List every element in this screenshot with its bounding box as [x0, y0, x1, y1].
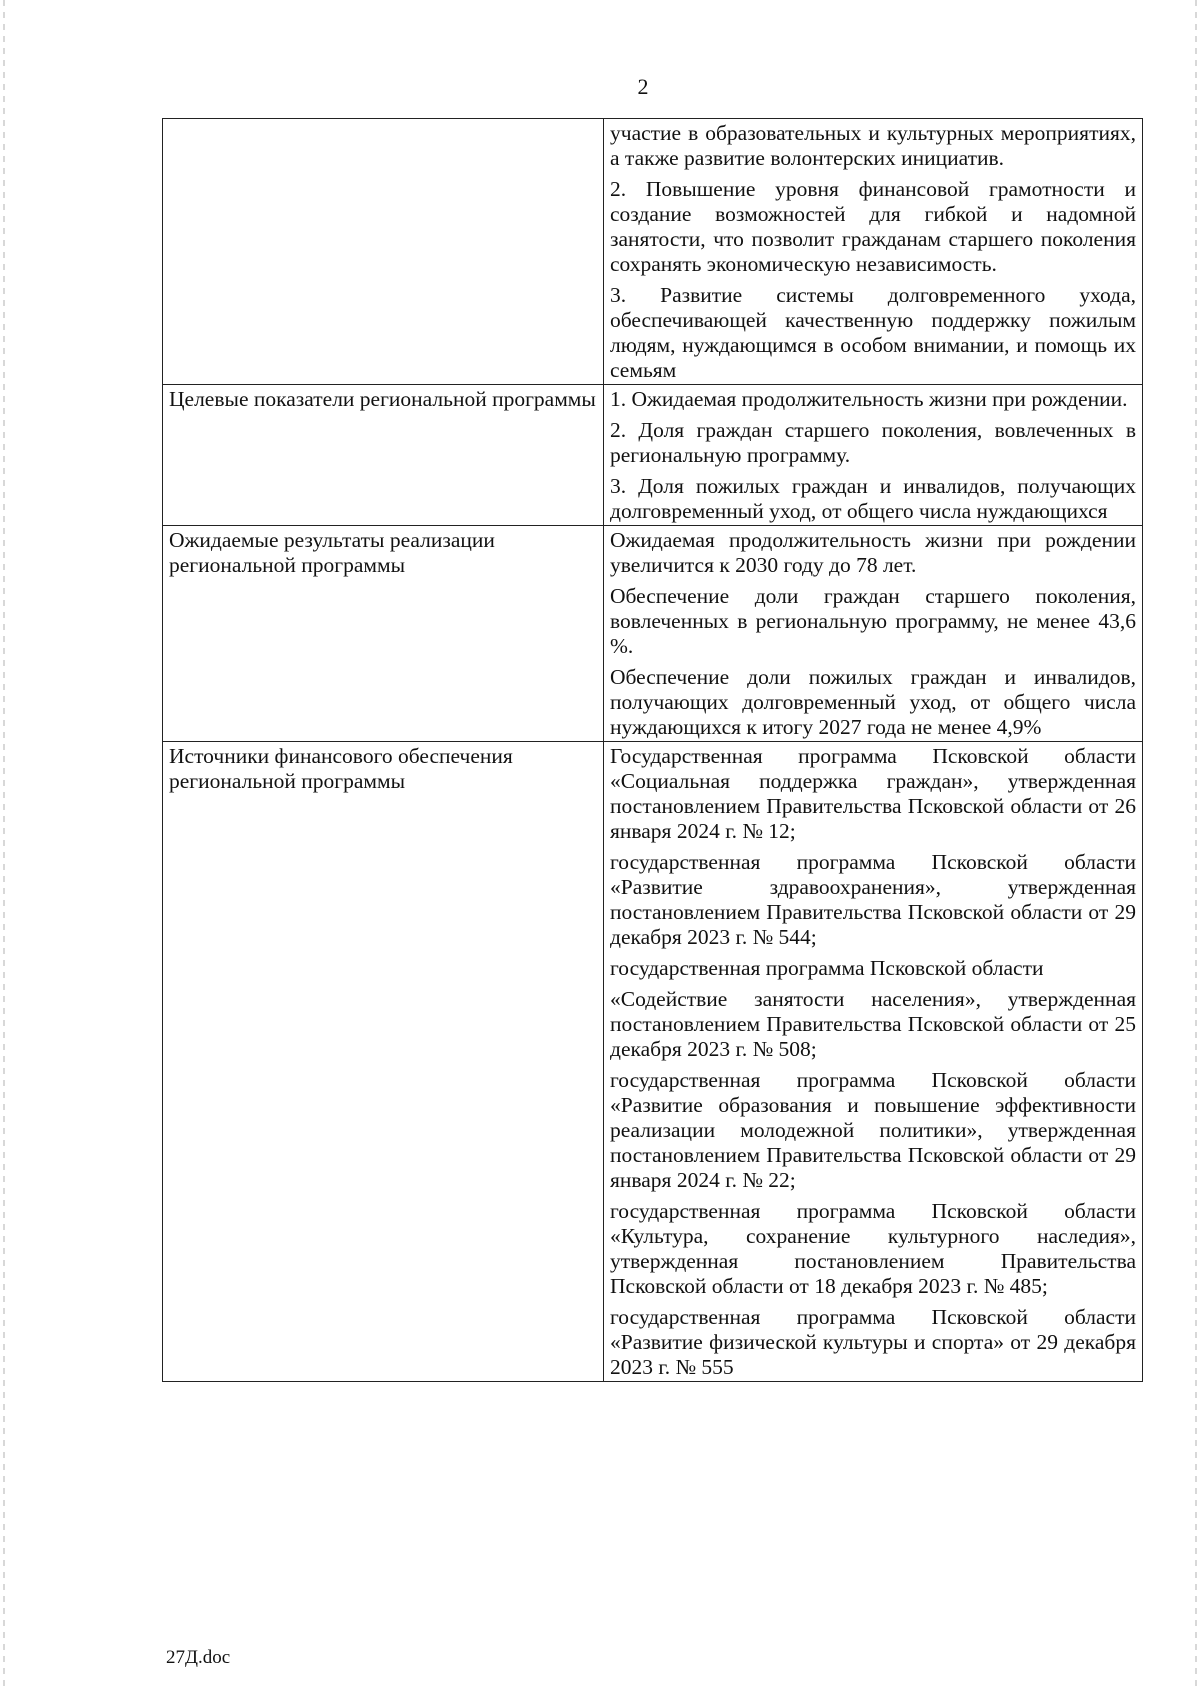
- paragraph: Ожидаемая продолжительность жизни при рождении увеличится к 2030 году до 78 лет.: [610, 528, 1136, 577]
- scan-edge-left: [3, 0, 5, 1686]
- paragraph: государственная программа Псковской области «Развитие образования и повышение эффективности реализации молодежной политики», утвержденная постановлением Правительства Псковской области от 29 января 2024 г. № 22;: [610, 1068, 1136, 1192]
- table-row: [163, 742, 1143, 1382]
- table-row: [163, 119, 1143, 385]
- paragraph: 3. Доля пожилых граждан и инвалидов, получающих долговременный уход, от общего числа нуждающихся: [610, 474, 1136, 523]
- page-number: 2: [637, 74, 649, 99]
- row-content: [604, 119, 1143, 385]
- row-content: [604, 385, 1143, 526]
- file-name-footer: 27Д.doc: [166, 1647, 231, 1668]
- row-label: Источники финансового обеспечения региональной программы: [163, 742, 604, 1382]
- paragraph: 1. Ожидаемая продолжительность жизни при рождении.: [610, 387, 1128, 411]
- paragraph: 2. Доля граждан старшего поколения, вовлеченных в региональную программу.: [610, 418, 1136, 467]
- paragraph: Обеспечение доли граждан старшего поколения, вовлеченных в региональную программу, не менее 43,6 %.: [610, 584, 1136, 658]
- row-content: [604, 526, 1143, 742]
- program-passport-table: [162, 118, 1143, 1382]
- row-label: Ожидаемые результаты реализации региональной программы: [163, 526, 604, 742]
- paragraph: Государственная программа Псковской области «Социальная поддержка граждан», утвержденная постановлением Правительства Псковской области от 26 января 2024 г. № 12;: [610, 744, 1136, 843]
- paragraph: «Содействие занятости населения», утвержденная постановлением Правительства Псковской области от 25 декабря 2023 г. № 508;: [610, 987, 1136, 1061]
- row-label: [163, 119, 604, 385]
- row-label: Целевые показатели региональной программы: [163, 385, 604, 526]
- paragraph: государственная программа Псковской области: [610, 956, 1044, 980]
- paragraph: государственная программа Псковской области «Развитие физической культуры и спорта» от 29 декабря 2023 г. № 555: [610, 1305, 1136, 1379]
- paragraph: 2. Повышение уровня финансовой грамотности и создание возможностей для гибкой и надомной занятости, что позволит гражданам старшего поколения сохранять экономическую независимость.: [610, 177, 1136, 276]
- paragraph: Обеспечение доли пожилых граждан и инвалидов, получающих долговременный уход, от общего числа нуждающихся к итогу 2027 года не менее 4,9%: [610, 665, 1136, 739]
- paragraph: участие в образовательных и культурных мероприятиях, а также развитие волонтерских инициатив.: [610, 121, 1136, 170]
- table-row: [163, 385, 1143, 526]
- scan-edge-right: [1195, 0, 1197, 1686]
- paragraph: 3. Развитие системы долговременного ухода, обеспечивающей качественную поддержку пожилым людям, нуждающимся в особом внимании, и помощь их семьям: [610, 283, 1136, 382]
- paragraph: государственная программа Псковской области «Развитие здравоохранения», утвержденная постановлением Правительства Псковской области от 29 декабря 2023 г. № 544;: [610, 850, 1136, 949]
- paragraph: государственная программа Псковской области «Культура, сохранение культурного наследия», утвержденная постановлением Правительства Псковской области от 18 декабря 2023 г. № 485;: [610, 1199, 1136, 1298]
- row-content: [604, 742, 1143, 1382]
- table-row: [163, 526, 1143, 742]
